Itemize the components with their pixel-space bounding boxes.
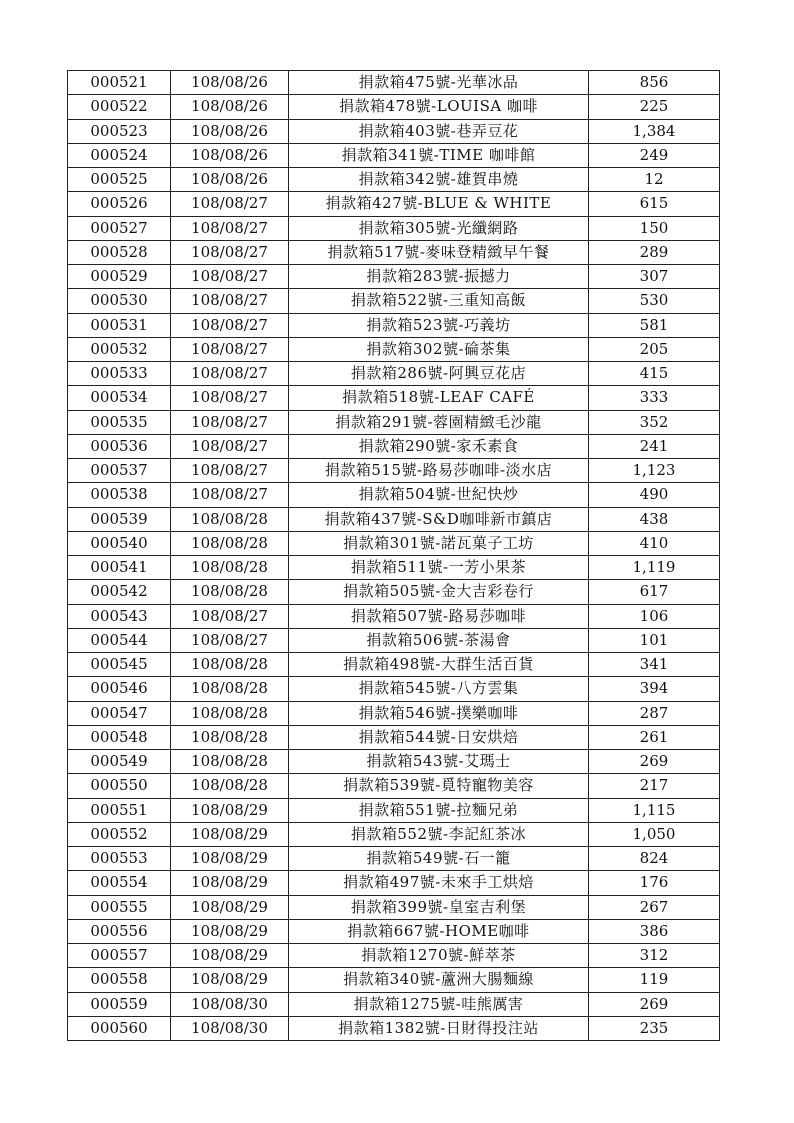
description-cell: 捐款箱301號-諾瓦菓子工坊 bbox=[289, 531, 589, 555]
description-cell: 捐款箱475號-光華冰品 bbox=[289, 71, 589, 95]
amount-cell: 394 bbox=[589, 677, 720, 701]
serial-number-cell: 000533 bbox=[68, 362, 171, 386]
serial-number-cell: 000524 bbox=[68, 143, 171, 167]
description-cell: 捐款箱286號-阿興豆花店 bbox=[289, 362, 589, 386]
description-cell: 捐款箱305號-光纖網路 bbox=[289, 216, 589, 240]
table-row bbox=[68, 774, 720, 798]
table-row bbox=[68, 992, 720, 1016]
description-cell: 捐款箱546號-撲樂咖啡 bbox=[289, 701, 589, 725]
date-cell: 108/08/29 bbox=[171, 822, 289, 846]
table-row bbox=[68, 143, 720, 167]
amount-cell: 530 bbox=[589, 289, 720, 313]
date-cell: 108/08/28 bbox=[171, 774, 289, 798]
description-cell: 捐款箱290號-家禾素食 bbox=[289, 434, 589, 458]
serial-number-cell: 000538 bbox=[68, 483, 171, 507]
description-cell: 捐款箱497號-未來手工烘焙 bbox=[289, 871, 589, 895]
date-cell: 108/08/26 bbox=[171, 71, 289, 95]
date-cell: 108/08/29 bbox=[171, 944, 289, 968]
amount-cell: 490 bbox=[589, 483, 720, 507]
date-cell: 108/08/27 bbox=[171, 216, 289, 240]
table-row bbox=[68, 507, 720, 531]
date-cell: 108/08/27 bbox=[171, 628, 289, 652]
table-row bbox=[68, 871, 720, 895]
date-cell: 108/08/28 bbox=[171, 701, 289, 725]
description-cell: 捐款箱505號-金大吉彩卷行 bbox=[289, 580, 589, 604]
date-cell: 108/08/28 bbox=[171, 507, 289, 531]
serial-number-cell: 000534 bbox=[68, 386, 171, 410]
table-row bbox=[68, 410, 720, 434]
serial-number-cell: 000525 bbox=[68, 168, 171, 192]
description-cell: 捐款箱437號-S&D咖啡新市鎮店 bbox=[289, 507, 589, 531]
table-row bbox=[68, 240, 720, 264]
amount-cell: 269 bbox=[589, 992, 720, 1016]
amount-cell: 1,123 bbox=[589, 459, 720, 483]
amount-cell: 341 bbox=[589, 653, 720, 677]
date-cell: 108/08/27 bbox=[171, 386, 289, 410]
description-cell: 捐款箱504號-世紀快炒 bbox=[289, 483, 589, 507]
serial-number-cell: 000558 bbox=[68, 968, 171, 992]
amount-cell: 333 bbox=[589, 386, 720, 410]
amount-cell: 1,384 bbox=[589, 119, 720, 143]
table-row bbox=[68, 798, 720, 822]
date-cell: 108/08/27 bbox=[171, 289, 289, 313]
description-cell: 捐款箱539號-覓特寵物美容 bbox=[289, 774, 589, 798]
date-cell: 108/08/27 bbox=[171, 434, 289, 458]
description-cell: 捐款箱1270號-鮮萃茶 bbox=[289, 944, 589, 968]
table-row bbox=[68, 168, 720, 192]
amount-cell: 205 bbox=[589, 337, 720, 361]
date-cell: 108/08/30 bbox=[171, 992, 289, 1016]
date-cell: 108/08/27 bbox=[171, 192, 289, 216]
amount-cell: 119 bbox=[589, 968, 720, 992]
amount-cell: 307 bbox=[589, 265, 720, 289]
donation-ledger-table bbox=[67, 70, 720, 1041]
serial-number-cell: 000548 bbox=[68, 725, 171, 749]
amount-cell: 410 bbox=[589, 531, 720, 555]
description-cell: 捐款箱342號-雄賀串燒 bbox=[289, 168, 589, 192]
serial-number-cell: 000550 bbox=[68, 774, 171, 798]
serial-number-cell: 000555 bbox=[68, 895, 171, 919]
table-row bbox=[68, 119, 720, 143]
description-cell: 捐款箱515號-路易莎咖啡-淡水店 bbox=[289, 459, 589, 483]
amount-cell: 615 bbox=[589, 192, 720, 216]
serial-number-cell: 000529 bbox=[68, 265, 171, 289]
serial-number-cell: 000547 bbox=[68, 701, 171, 725]
table-row bbox=[68, 362, 720, 386]
description-cell: 捐款箱523號-巧義坊 bbox=[289, 313, 589, 337]
amount-cell: 249 bbox=[589, 143, 720, 167]
serial-number-cell: 000537 bbox=[68, 459, 171, 483]
description-cell: 捐款箱341號-TIME 咖啡館 bbox=[289, 143, 589, 167]
serial-number-cell: 000540 bbox=[68, 531, 171, 555]
date-cell: 108/08/28 bbox=[171, 677, 289, 701]
amount-cell: 150 bbox=[589, 216, 720, 240]
date-cell: 108/08/29 bbox=[171, 798, 289, 822]
date-cell: 108/08/27 bbox=[171, 410, 289, 434]
table-row bbox=[68, 725, 720, 749]
serial-number-cell: 000549 bbox=[68, 750, 171, 774]
description-cell: 捐款箱498號-大群生活百貨 bbox=[289, 653, 589, 677]
date-cell: 108/08/26 bbox=[171, 119, 289, 143]
date-cell: 108/08/27 bbox=[171, 483, 289, 507]
table-row bbox=[68, 604, 720, 628]
description-cell: 捐款箱549號-石一籠 bbox=[289, 847, 589, 871]
description-cell: 捐款箱399號-皇室吉利堡 bbox=[289, 895, 589, 919]
description-cell: 捐款箱1382號-日財得投注站 bbox=[289, 1016, 589, 1040]
amount-cell: 12 bbox=[589, 168, 720, 192]
serial-number-cell: 000544 bbox=[68, 628, 171, 652]
description-cell: 捐款箱511號-一芳小果茶 bbox=[289, 556, 589, 580]
serial-number-cell: 000528 bbox=[68, 240, 171, 264]
description-cell: 捐款箱544號-日安烘焙 bbox=[289, 725, 589, 749]
ledger-body bbox=[68, 71, 720, 1041]
amount-cell: 438 bbox=[589, 507, 720, 531]
serial-number-cell: 000560 bbox=[68, 1016, 171, 1040]
amount-cell: 581 bbox=[589, 313, 720, 337]
table-row bbox=[68, 265, 720, 289]
table-row bbox=[68, 459, 720, 483]
table-row bbox=[68, 483, 720, 507]
serial-number-cell: 000531 bbox=[68, 313, 171, 337]
table-row bbox=[68, 968, 720, 992]
date-cell: 108/08/27 bbox=[171, 337, 289, 361]
date-cell: 108/08/28 bbox=[171, 725, 289, 749]
date-cell: 108/08/30 bbox=[171, 1016, 289, 1040]
table-row bbox=[68, 919, 720, 943]
date-cell: 108/08/29 bbox=[171, 968, 289, 992]
table-row bbox=[68, 1016, 720, 1040]
table-row bbox=[68, 192, 720, 216]
amount-cell: 1,115 bbox=[589, 798, 720, 822]
amount-cell: 269 bbox=[589, 750, 720, 774]
date-cell: 108/08/27 bbox=[171, 240, 289, 264]
table-row bbox=[68, 944, 720, 968]
table-row bbox=[68, 71, 720, 95]
serial-number-cell: 000535 bbox=[68, 410, 171, 434]
serial-number-cell: 000553 bbox=[68, 847, 171, 871]
amount-cell: 241 bbox=[589, 434, 720, 458]
serial-number-cell: 000543 bbox=[68, 604, 171, 628]
date-cell: 108/08/29 bbox=[171, 847, 289, 871]
table-row bbox=[68, 313, 720, 337]
amount-cell: 217 bbox=[589, 774, 720, 798]
date-cell: 108/08/28 bbox=[171, 750, 289, 774]
description-cell: 捐款箱291號-蓉園精緻毛沙龍 bbox=[289, 410, 589, 434]
description-cell: 捐款箱427號-BLUE & WHITE bbox=[289, 192, 589, 216]
serial-number-cell: 000536 bbox=[68, 434, 171, 458]
amount-cell: 856 bbox=[589, 71, 720, 95]
serial-number-cell: 000542 bbox=[68, 580, 171, 604]
table-row bbox=[68, 289, 720, 313]
serial-number-cell: 000554 bbox=[68, 871, 171, 895]
date-cell: 108/08/26 bbox=[171, 95, 289, 119]
table-row bbox=[68, 580, 720, 604]
serial-number-cell: 000523 bbox=[68, 119, 171, 143]
serial-number-cell: 000556 bbox=[68, 919, 171, 943]
date-cell: 108/08/29 bbox=[171, 895, 289, 919]
description-cell: 捐款箱667號-HOME咖啡 bbox=[289, 919, 589, 943]
description-cell: 捐款箱403號-巷弄豆花 bbox=[289, 119, 589, 143]
description-cell: 捐款箱1275號-哇熊厲害 bbox=[289, 992, 589, 1016]
description-cell: 捐款箱522號-三重知高飯 bbox=[289, 289, 589, 313]
description-cell: 捐款箱518號-LEAF CAFÉ bbox=[289, 386, 589, 410]
serial-number-cell: 000557 bbox=[68, 944, 171, 968]
table-row bbox=[68, 531, 720, 555]
serial-number-cell: 000541 bbox=[68, 556, 171, 580]
serial-number-cell: 000559 bbox=[68, 992, 171, 1016]
amount-cell: 106 bbox=[589, 604, 720, 628]
serial-number-cell: 000521 bbox=[68, 71, 171, 95]
description-cell: 捐款箱552號-李記紅茶冰 bbox=[289, 822, 589, 846]
serial-number-cell: 000526 bbox=[68, 192, 171, 216]
table-row bbox=[68, 628, 720, 652]
table-row bbox=[68, 216, 720, 240]
table-row bbox=[68, 653, 720, 677]
date-cell: 108/08/27 bbox=[171, 313, 289, 337]
description-cell: 捐款箱478號-LOUISA 咖啡 bbox=[289, 95, 589, 119]
amount-cell: 617 bbox=[589, 580, 720, 604]
serial-number-cell: 000551 bbox=[68, 798, 171, 822]
table-row bbox=[68, 677, 720, 701]
description-cell: 捐款箱506號-茶湯會 bbox=[289, 628, 589, 652]
amount-cell: 386 bbox=[589, 919, 720, 943]
table-row bbox=[68, 95, 720, 119]
table-row bbox=[68, 337, 720, 361]
date-cell: 108/08/27 bbox=[171, 459, 289, 483]
description-cell: 捐款箱302號-碖茶集 bbox=[289, 337, 589, 361]
table-row bbox=[68, 847, 720, 871]
date-cell: 108/08/27 bbox=[171, 265, 289, 289]
amount-cell: 1,119 bbox=[589, 556, 720, 580]
description-cell: 捐款箱517號-麥味登精緻早午餐 bbox=[289, 240, 589, 264]
serial-number-cell: 000546 bbox=[68, 677, 171, 701]
description-cell: 捐款箱340號-蘆洲大腸麵線 bbox=[289, 968, 589, 992]
table-row bbox=[68, 701, 720, 725]
date-cell: 108/08/28 bbox=[171, 531, 289, 555]
date-cell: 108/08/28 bbox=[171, 580, 289, 604]
description-cell: 捐款箱283號-振撼力 bbox=[289, 265, 589, 289]
amount-cell: 415 bbox=[589, 362, 720, 386]
date-cell: 108/08/26 bbox=[171, 168, 289, 192]
serial-number-cell: 000530 bbox=[68, 289, 171, 313]
amount-cell: 287 bbox=[589, 701, 720, 725]
serial-number-cell: 000539 bbox=[68, 507, 171, 531]
date-cell: 108/08/28 bbox=[171, 653, 289, 677]
date-cell: 108/08/29 bbox=[171, 919, 289, 943]
date-cell: 108/08/27 bbox=[171, 604, 289, 628]
serial-number-cell: 000552 bbox=[68, 822, 171, 846]
table-row bbox=[68, 386, 720, 410]
date-cell: 108/08/28 bbox=[171, 556, 289, 580]
amount-cell: 312 bbox=[589, 944, 720, 968]
serial-number-cell: 000522 bbox=[68, 95, 171, 119]
amount-cell: 261 bbox=[589, 725, 720, 749]
amount-cell: 235 bbox=[589, 1016, 720, 1040]
description-cell: 捐款箱545號-八方雲集 bbox=[289, 677, 589, 701]
amount-cell: 352 bbox=[589, 410, 720, 434]
amount-cell: 289 bbox=[589, 240, 720, 264]
amount-cell: 101 bbox=[589, 628, 720, 652]
date-cell: 108/08/29 bbox=[171, 871, 289, 895]
amount-cell: 1,050 bbox=[589, 822, 720, 846]
description-cell: 捐款箱507號-路易莎咖啡 bbox=[289, 604, 589, 628]
table-row bbox=[68, 895, 720, 919]
table-row bbox=[68, 434, 720, 458]
serial-number-cell: 000545 bbox=[68, 653, 171, 677]
amount-cell: 824 bbox=[589, 847, 720, 871]
date-cell: 108/08/27 bbox=[171, 362, 289, 386]
amount-cell: 267 bbox=[589, 895, 720, 919]
serial-number-cell: 000527 bbox=[68, 216, 171, 240]
amount-cell: 225 bbox=[589, 95, 720, 119]
amount-cell: 176 bbox=[589, 871, 720, 895]
description-cell: 捐款箱551號-拉麵兄弟 bbox=[289, 798, 589, 822]
table-row bbox=[68, 750, 720, 774]
table-row bbox=[68, 556, 720, 580]
description-cell: 捐款箱543號-艾瑪士 bbox=[289, 750, 589, 774]
date-cell: 108/08/26 bbox=[171, 143, 289, 167]
table-row bbox=[68, 822, 720, 846]
serial-number-cell: 000532 bbox=[68, 337, 171, 361]
